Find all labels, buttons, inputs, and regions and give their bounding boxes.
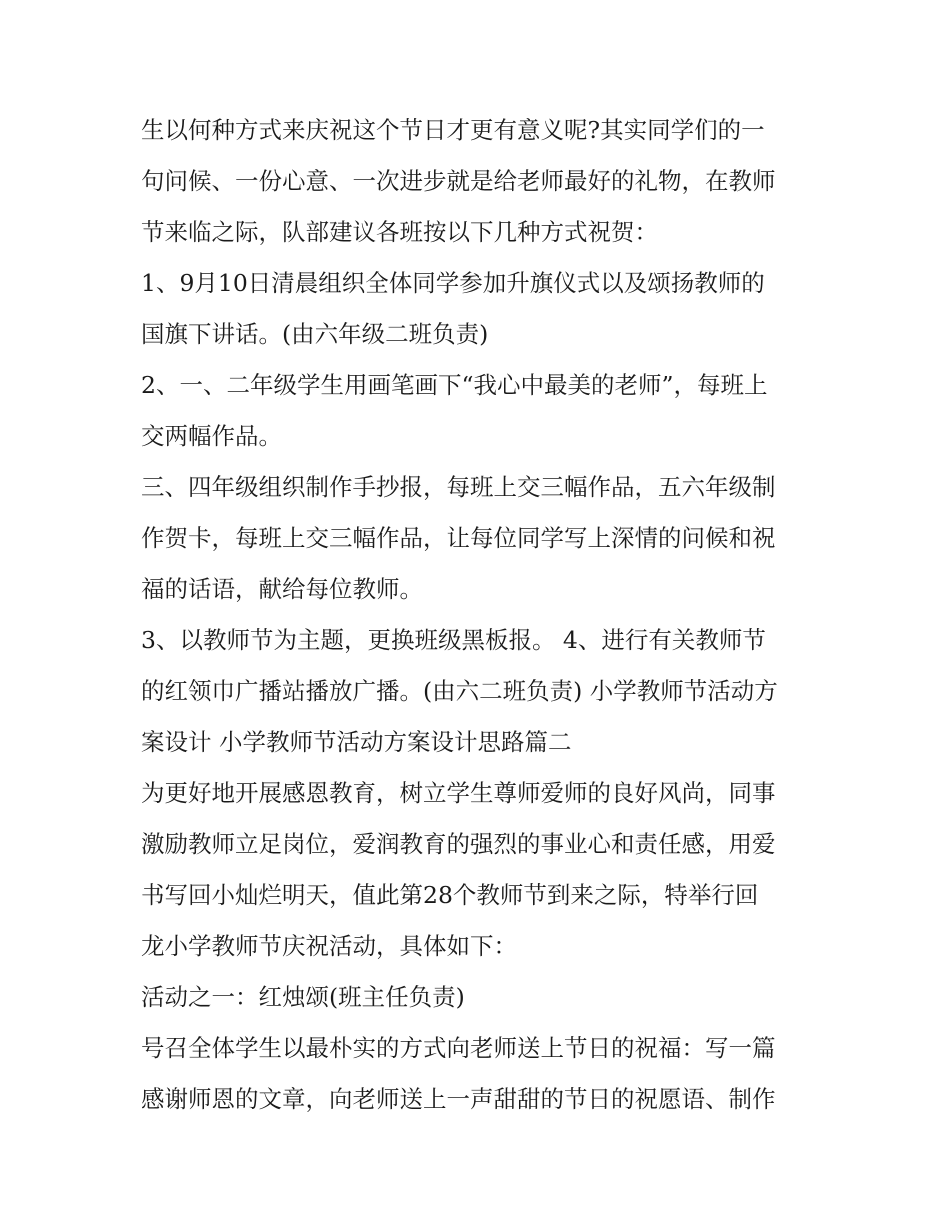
text-line: 为更好地开展感恩教育，树立学生尊师爱师的良好风尚，同事 — [141, 779, 776, 807]
text-line: 句问候、一份心意、一次进步就是给老师最好的礼物，在教师 — [141, 167, 776, 195]
text-line: 号召全体学生以最朴实的方式向老师送上节日的祝福：写一篇 — [141, 1034, 776, 1062]
text-line: 三、四年级组织制作手抄报，每班上交三幅作品，五六年级制 — [141, 473, 776, 501]
text-line: 案设计 小学教师节活动方案设计思路篇二 — [141, 728, 572, 756]
text-line: 生以何种方式来庆祝这个节日才更有意义呢?其实同学们的一 — [141, 116, 765, 144]
document-body — [141, 105, 831, 1125]
text-line: 交两幅作品。 — [141, 422, 282, 450]
text-line: 书写回小灿烂明天，值此第28个教师节到来之际，特举行回 — [141, 881, 759, 909]
text-line: 激励教师立足岗位，爱润教育的强烈的事业心和责任感，用爱 — [141, 830, 776, 858]
text-line: 感谢师恩的文章，向老师送上一声甜甜的节日的祝愿语、制作 — [141, 1085, 776, 1113]
text-line: 2、一、二年级学生用画笔画下“我心中最美的老师”，每班上 — [141, 371, 768, 399]
text-line: 活动之一：红烛颂(班主任负责) — [141, 983, 465, 1011]
text-line: 的红领巾广播站播放广播。(由六二班负责) 小学教师节活动方 — [141, 677, 778, 705]
text-line: 国旗下讲话。(由六年级二班负责) — [141, 320, 489, 348]
text-line: 龙小学教师节庆祝活动，具体如下： — [141, 932, 517, 960]
text-line: 福的话语，献给每位教师。 — [141, 575, 423, 603]
text-line: 作贺卡，每班上交三幅作品，让每位同学写上深情的问候和祝 — [141, 524, 776, 552]
text-line: 3、以教师节为主题，更换班级黑板报。 4、进行有关教师节 — [141, 626, 766, 654]
text-line: 1、9月10日清晨组织全体同学参加升旗仪式以及颂扬教师的 — [141, 269, 765, 297]
text-line: 节来临之际，队部建议各班按以下几种方式祝贺： — [141, 218, 658, 246]
